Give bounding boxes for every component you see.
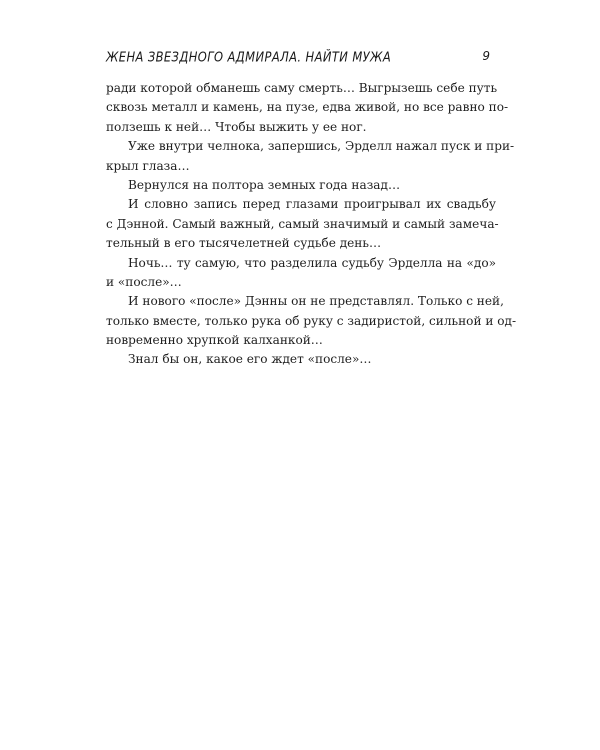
- text-line: сквозь металл и камень, на пузе, едва живой, но все равно по-: [106, 100, 509, 115]
- text-line: Знал бы он, какое его ждет «после»…: [128, 352, 372, 367]
- text-line: И нового «после» Дэнны он не представлял. Только с ней,: [128, 294, 504, 309]
- running-header: [106, 49, 490, 69]
- text-line: И словно запись перед глазами проигрывал их свадьбу: [128, 197, 496, 212]
- text-line: Ночь… ту самую, что разделила судьбу Эрделла на «до»: [128, 255, 496, 270]
- text-line: с Дэнной. Самый важный, самый значимый и самый замеча-: [106, 216, 499, 231]
- text-line: ради которой обманешь саму смерть… Выгрызешь себе путь: [106, 81, 498, 95]
- text-line: ползешь к ней… Чтобы выжить у ее ног.: [106, 119, 367, 134]
- text-line: и «после»…: [106, 274, 182, 289]
- text-line: тельный в его тысячелетней судьбе день…: [106, 236, 382, 251]
- text-line: только вместе, только рука об руку с задиристой, сильной и од-: [106, 313, 517, 328]
- text-line: новременно хрупкой калханкой…: [106, 333, 323, 348]
- running-title: ЖЕНА ЗВЕЗДНОГО АДМИРАЛА. НАЙТИ МУЖА: [106, 49, 392, 66]
- body-text: [106, 79, 517, 370]
- page-number: 9: [482, 49, 490, 63]
- text-line: Уже внутри челнока, запершись, Эрделл нажал пуск и при-: [128, 139, 515, 154]
- text-line: Вернулся на полтора земных года назад…: [128, 177, 401, 192]
- text-line: крыл глаза…: [106, 158, 190, 173]
